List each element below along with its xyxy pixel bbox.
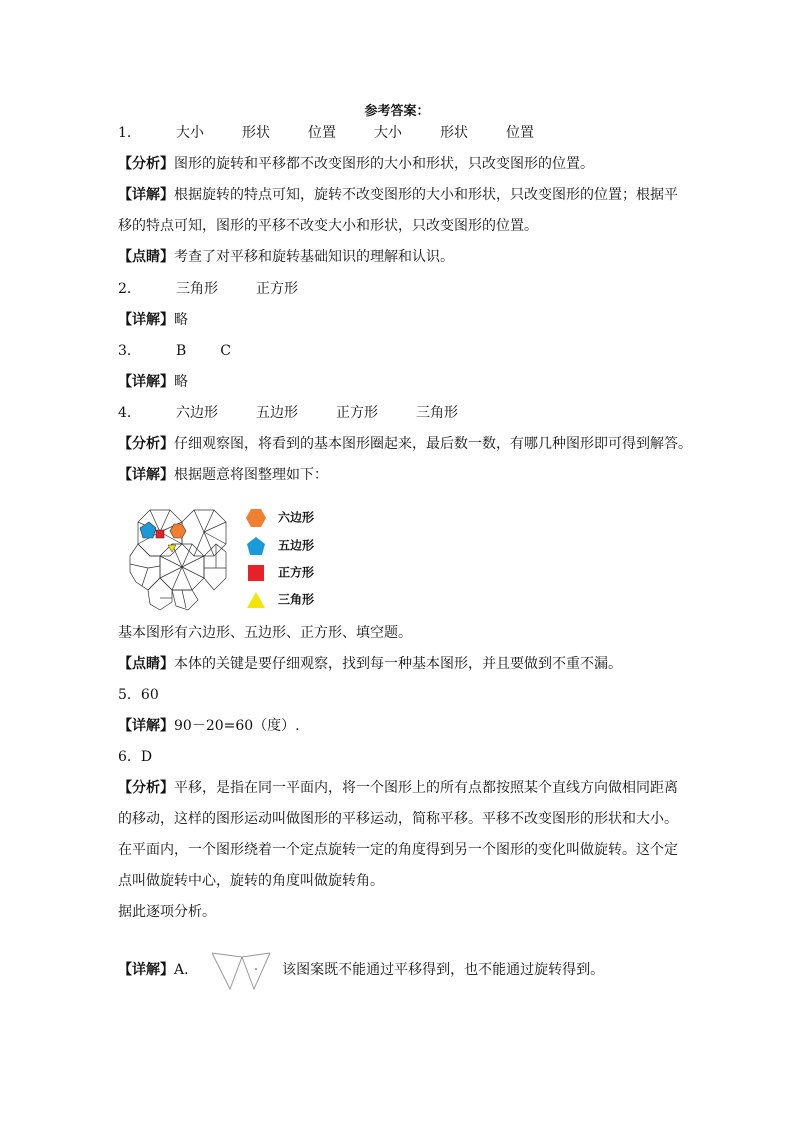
page-title: 参考答案： xyxy=(364,104,430,119)
q3-number: 3． xyxy=(118,343,141,359)
q2-number: 2． xyxy=(118,281,141,297)
q3-answer-row xyxy=(118,341,269,361)
legend-label: 五边形 xyxy=(278,538,315,553)
q1-answer: 大小 xyxy=(374,125,402,141)
q2-answer: 三角形 xyxy=(176,281,218,297)
pattern-a-figure xyxy=(210,949,274,991)
detail-tag: 【详解】 xyxy=(118,312,174,328)
q5-answer-row: 5．60 xyxy=(118,687,159,703)
detail-tag: 【详解】 xyxy=(118,374,174,390)
detail-tag: 【详解】 xyxy=(118,187,174,203)
q1-detail xyxy=(118,185,678,205)
comment-text: 本体的关键是要仔细观察，找到每一种基本图形，并且要做到不重不漏。 xyxy=(174,656,622,672)
q6-detail xyxy=(118,949,604,991)
analysis-text: 平移，是指在同一平面内，将一个图形上的所有点都按照某个直线方向做相同距离 xyxy=(174,780,678,796)
q3-answer: B xyxy=(176,343,187,359)
comment-tag: 【点睛】 xyxy=(118,249,174,265)
detail-text: 略 xyxy=(174,312,188,328)
q1-number: 1． xyxy=(118,125,141,141)
pentagon-icon xyxy=(246,536,266,556)
q3-answer: C xyxy=(220,343,232,359)
q4-summary: 基本图形有六边形、五边形、正方形、填空题。 xyxy=(118,625,412,641)
q2-detail xyxy=(118,310,188,330)
q1-answer: 大小 xyxy=(176,125,204,141)
q1-answer-row xyxy=(118,123,572,143)
q1-comment xyxy=(118,247,454,267)
legend-pentagon xyxy=(246,536,314,556)
analysis-tag: 【分析】 xyxy=(118,436,174,452)
legend-triangle xyxy=(246,590,314,610)
analysis-text: 图形的旋转和平移都不改变图形的大小和形状，只改变图形的位置。 xyxy=(174,156,594,172)
detail-tag: 【详解】 xyxy=(118,718,174,734)
legend-hexagon xyxy=(246,508,314,528)
q4-detail xyxy=(118,465,328,485)
q4-answer-row xyxy=(118,403,496,423)
q6-answer-row: 6．D xyxy=(118,749,153,765)
q1-answer: 位置 xyxy=(308,125,336,141)
legend-label: 三角形 xyxy=(278,592,315,607)
detail-text: 该图案既不能通过平移得到，也不能通过旋转得到。 xyxy=(282,962,605,978)
detail-tag: 【详解】 xyxy=(118,962,174,978)
q1-answer: 位置 xyxy=(506,125,534,141)
detail-text: 根据题意将图整理如下： xyxy=(174,467,328,483)
q4-number: 4． xyxy=(118,405,141,421)
q4-answer: 六边形 xyxy=(176,405,218,421)
legend-square xyxy=(246,563,314,583)
q4-answer: 五边形 xyxy=(256,405,298,421)
q6-analysis-cont: 点叫做旋转中心，旋转的角度叫做旋转角。 xyxy=(118,873,384,889)
pentagon-highlight xyxy=(140,522,156,538)
triangle-icon xyxy=(246,590,266,610)
q1-answer: 形状 xyxy=(242,125,270,141)
q4-answer: 三角形 xyxy=(416,405,458,421)
analysis-text: 仔细观察图，将看到的基本图形圈起来，最后数一数，有哪几种图形即可得到解答。 xyxy=(174,436,692,452)
q6-analysis-cont: 的移动，这样的图形运动叫做图形的平移运动，简称平移。平移不改变图形的形状和大小。 xyxy=(118,811,678,827)
detail-text: 90－20=60（度）. xyxy=(174,718,300,734)
square-icon xyxy=(246,563,266,583)
q4-analysis xyxy=(118,434,692,454)
tiling-figure xyxy=(128,502,238,612)
comment-text: 考查了对平移和旋转基础知识的理解和认识。 xyxy=(174,249,454,265)
q1-analysis xyxy=(118,154,594,174)
detail-text: 根据旋转的特点可知，旋转不改变图形的大小和形状，只改变图形的位置；根据平 xyxy=(174,187,678,203)
q4-answer: 正方形 xyxy=(336,405,378,421)
q5-detail xyxy=(118,716,300,736)
q1-detail-cont: 移的特点可知，图形的平移不改变大小和形状，只改变图形的位置。 xyxy=(118,218,538,234)
hexagon-icon xyxy=(246,508,266,528)
q6-analysis-cont: 据此逐项分析。 xyxy=(118,904,216,920)
q6-analysis xyxy=(118,778,678,798)
square-highlight xyxy=(156,530,164,538)
detail-text: 略 xyxy=(174,374,188,390)
analysis-tag: 【分析】 xyxy=(118,156,174,172)
q2-answer-row xyxy=(118,279,336,299)
q6-analysis-cont: 在平面内，一个图形绕着一个定点旋转一定的角度得到另一个图形的变化叫做旋转。这个定 xyxy=(118,842,678,858)
q3-detail xyxy=(118,372,188,392)
legend-label: 正方形 xyxy=(278,565,315,580)
comment-tag: 【点睛】 xyxy=(118,656,174,672)
legend-label: 六边形 xyxy=(278,510,315,525)
detail-option: A． xyxy=(174,962,199,978)
analysis-tag: 【分析】 xyxy=(118,780,174,796)
q2-answer: 正方形 xyxy=(256,281,298,297)
q4-comment xyxy=(118,654,622,674)
q1-answer: 形状 xyxy=(440,125,468,141)
detail-tag: 【详解】 xyxy=(118,467,174,483)
